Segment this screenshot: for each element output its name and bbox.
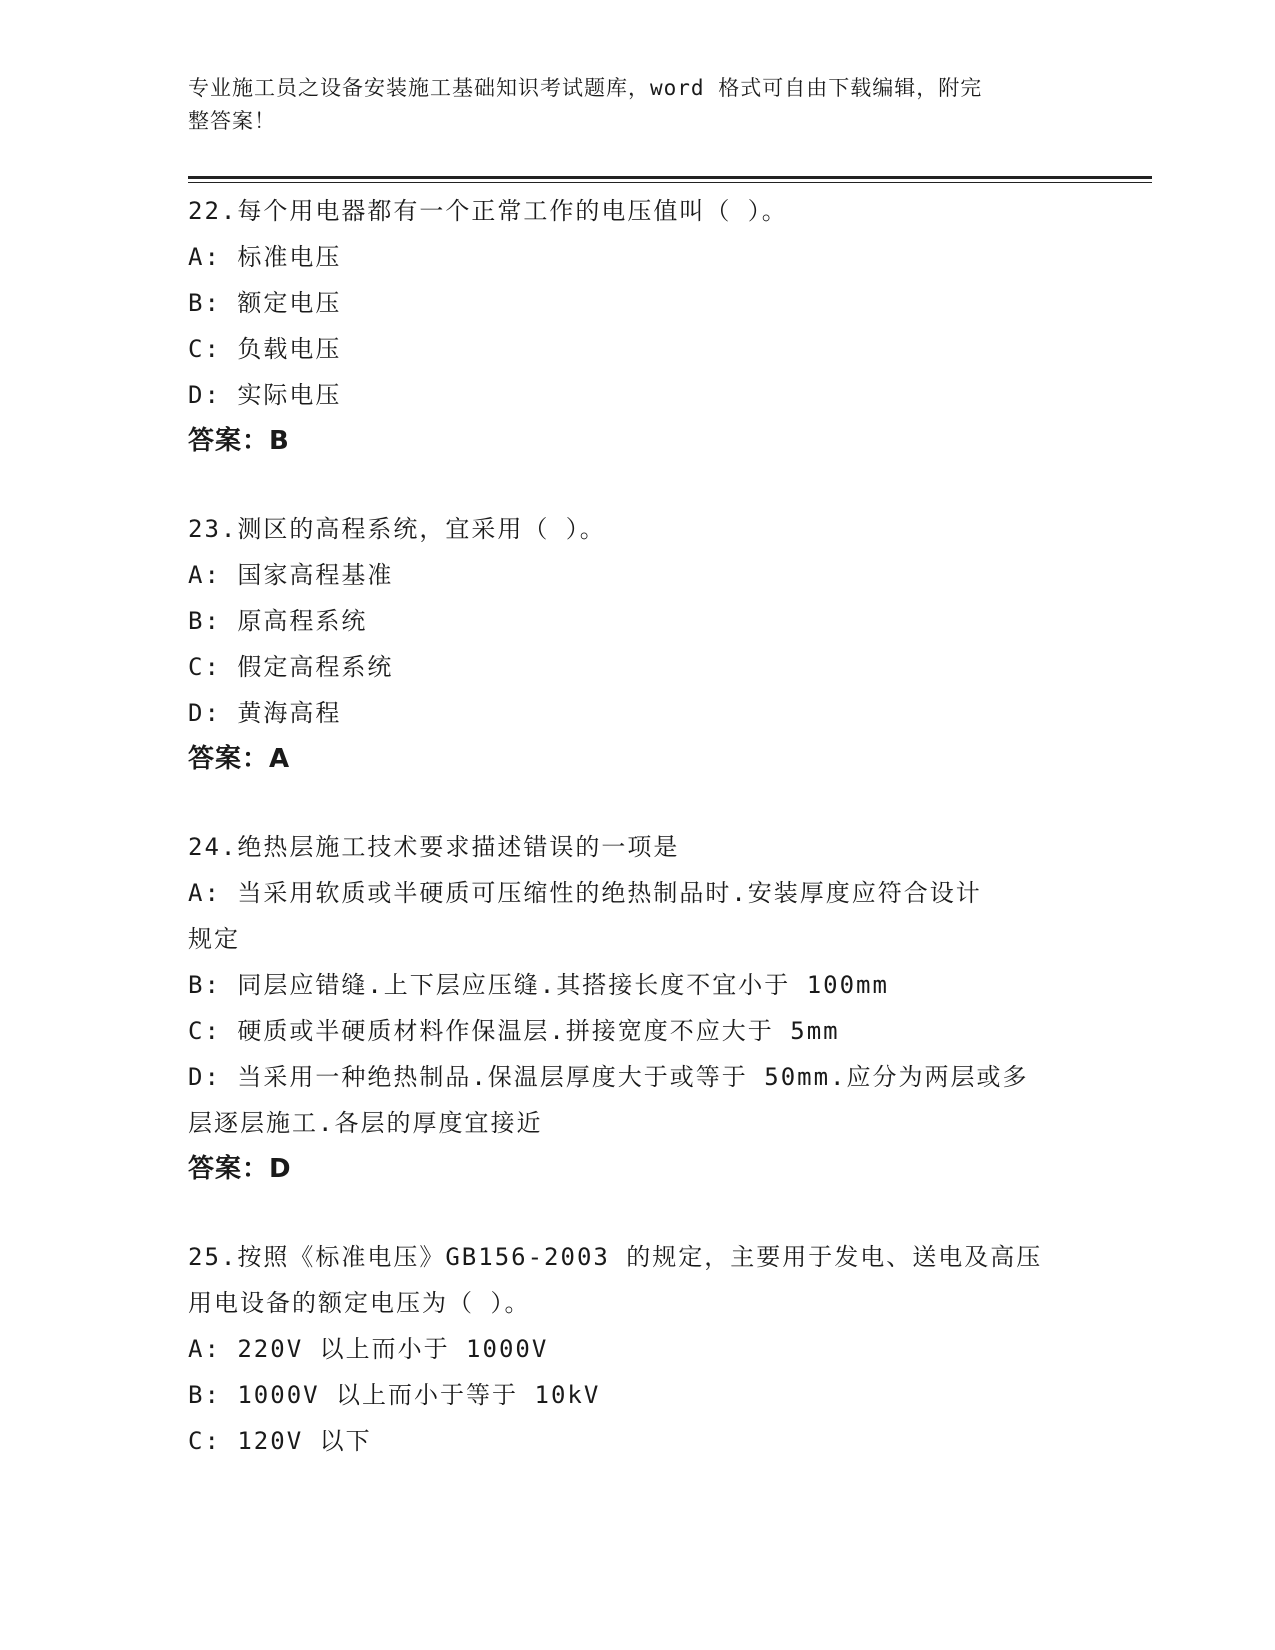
option-a-continued: 规定: [188, 925, 240, 953]
header-divider-thick: [188, 176, 1152, 179]
option-d: D: 实际电压: [188, 381, 342, 409]
question-stem: 22.每个用电器都有一个正常工作的电压值叫（ ）。: [188, 197, 788, 225]
question-22: [188, 188, 1088, 464]
question-list: [188, 188, 1088, 1506]
option-a: A: 标准电压: [188, 243, 342, 271]
option-b: B: 同层应错缝.上下层应压缝.其搭接长度不宜小于 100mm: [188, 971, 889, 999]
question-stem: 25.按照《标准电压》GB156-2003 的规定，主要用于发电、送电及高压: [188, 1243, 1043, 1271]
option-d: D: 当采用一种绝热制品.保温层厚度大于或等于 50mm.应分为两层或多: [188, 1063, 1029, 1091]
option-d-continued: 层逐层施工.各层的厚度宜接近: [188, 1109, 543, 1137]
answer-label: 答案：A: [188, 744, 291, 774]
option-c: C: 假定高程系统: [188, 653, 394, 681]
question-25: [188, 1234, 1088, 1464]
document-header: [188, 72, 1068, 138]
option-c: C: 120V 以下: [188, 1427, 372, 1455]
question-24: [188, 824, 1088, 1192]
option-b: B: 额定电压: [188, 289, 342, 317]
option-c: C: 硬质或半硬质材料作保温层.拼接宽度不应大于 5mm: [188, 1017, 840, 1045]
option-a: A: 当采用软质或半硬质可压缩性的绝热制品时.安装厚度应符合设计: [188, 879, 982, 907]
question-stem-continued: 用电设备的额定电压为（ ）。: [188, 1289, 531, 1317]
header-title-line-1: 专业施工员之设备安装施工基础知识考试题库，word 格式可自由下载编辑，附完: [188, 76, 983, 100]
answer-label: 答案：D: [188, 1154, 292, 1184]
option-b: B: 原高程系统: [188, 607, 368, 635]
option-c: C: 负载电压: [188, 335, 342, 363]
header-title-line-2: 整答案！: [188, 109, 276, 133]
option-b: B: 1000V 以上而小于等于 10kV: [188, 1381, 601, 1409]
option-d: D: 黄海高程: [188, 699, 342, 727]
option-a: A: 国家高程基准: [188, 561, 394, 589]
question-stem: 23.测区的高程系统，宜采用（ ）。: [188, 515, 606, 543]
question-stem: 24.绝热层施工技术要求描述错误的一项是: [188, 833, 680, 861]
option-a: A: 220V 以上而小于 1000V: [188, 1335, 549, 1363]
answer-label: 答案：B: [188, 426, 290, 456]
header-divider-thin: [188, 182, 1152, 183]
question-23: [188, 506, 1088, 782]
